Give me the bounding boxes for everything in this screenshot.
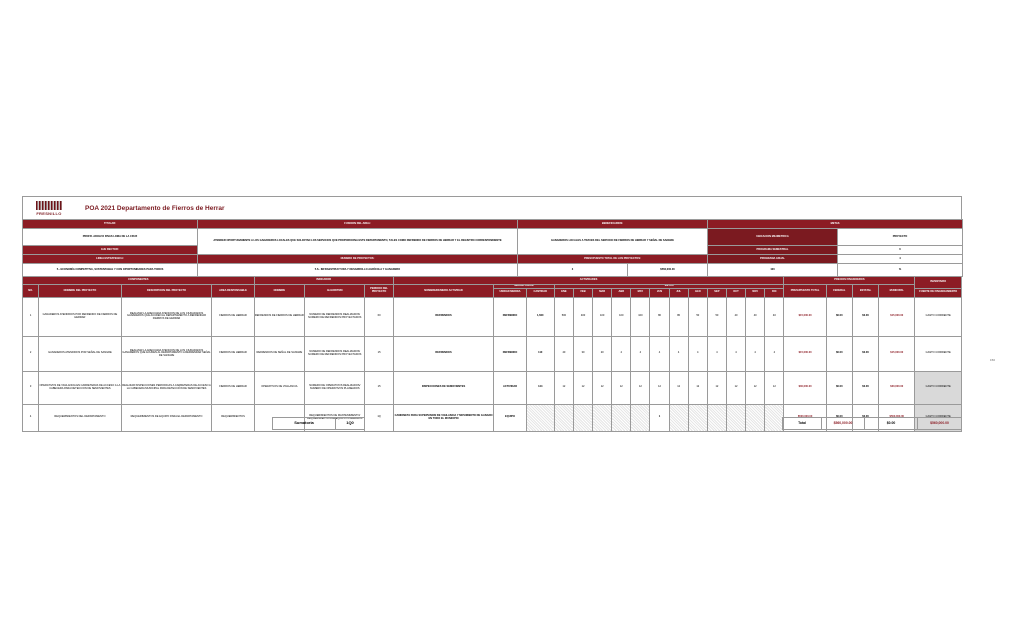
- cell-no: 4: [23, 404, 39, 431]
- group-precios-financieros: PRECIOS FINANCIEROS: [784, 277, 915, 285]
- header-table: [22, 219, 963, 264]
- cell-area: FIERROS DE HERRAR: [212, 297, 254, 336]
- value-ubicacion: PROYECTO: [838, 229, 963, 246]
- cell-mes: 12: [765, 371, 784, 404]
- col-mes-abr: ABR: [612, 288, 631, 297]
- cell-mes: [631, 404, 650, 431]
- col-nombre-proyecto: NOMBRE DEL PROYECTO: [39, 285, 122, 298]
- label-beneficiarios: BENEFICIARIOS:: [518, 220, 708, 229]
- cell-federal: $0.00: [826, 336, 852, 371]
- cell-mes: 12: [726, 371, 745, 404]
- cell-mes: [746, 404, 765, 431]
- cell-mes: 4: [707, 336, 726, 371]
- cell-periodo: 1Q: [365, 404, 393, 431]
- projects-table: [22, 276, 962, 432]
- cell-estatal: $0.00: [852, 336, 878, 371]
- poa-sheet: [22, 196, 996, 432]
- cell-mes: [707, 404, 726, 431]
- cell-fuente: GASTO CORRIENTE: [915, 336, 962, 371]
- cell-cantidad: 1,600: [526, 297, 554, 336]
- cell-mes: 12: [554, 371, 573, 404]
- table-row: [23, 336, 962, 371]
- cell-fuente: GASTO CORRIENTE: [915, 297, 962, 336]
- cell-area: FIERROS DE HERRAR: [212, 336, 254, 371]
- cell-presupuesto: $30,000.00: [784, 371, 826, 404]
- col-mes-may: MAY: [631, 288, 650, 297]
- cell-mes: 20: [593, 336, 612, 371]
- cell-mes: [573, 404, 592, 431]
- cell-descripcion: REALIZAR INSPECCIONES PERIODICAS A CARRETERAS DE ACCESO A LA CABECERA MUNICIPAL PARA DETECCIÓN DE SEMOVIENTES: [121, 371, 212, 404]
- cell-mes: 40: [726, 297, 745, 336]
- value-presupuesto-total: $560,000.00: [628, 264, 708, 277]
- col-presupuesto-total: PRESUPUESTO TOTAL: [784, 285, 826, 298]
- total-federal: $0.00: [865, 418, 918, 430]
- col-mes-jul: JUL: [669, 288, 688, 297]
- value-numero-proyectos: 3: [518, 264, 628, 277]
- total-presupuesto: $560,000.00: [822, 418, 865, 430]
- total-label: Total: [783, 418, 822, 430]
- crest-icon: [36, 201, 62, 210]
- value-linea-estrategica: 5.6.- INFRAESTRUCTURA Y DESARROLLO AGRÍCOLA Y GANADERO: [198, 264, 518, 277]
- total-municipal: $560,000.00: [918, 418, 962, 430]
- group-componentes: COMPONENTES: [23, 277, 255, 285]
- cell-municipal: $15,000.00: [879, 297, 915, 336]
- side-code: 150: [990, 358, 996, 362]
- cell-fuente: GASTO CORRIENTE: [915, 371, 962, 404]
- cell-mes: 40: [746, 297, 765, 336]
- cell-mes: [554, 404, 573, 431]
- col-federal: FEDERAL: [826, 285, 852, 298]
- cell-nombre-proyecto: GANADEROS ATENDIDOS POR REFRENDO DE FIERROS DE HERRAR: [39, 297, 122, 336]
- cell-mes: 12: [612, 371, 631, 404]
- cell-mes: 100: [612, 297, 631, 336]
- value-eje-rector: 5.- ECONOMÍA COMPETITIVA, SUSTENTABLE Y CON OPORTUNIDADES PARA TODOS: [23, 264, 198, 277]
- cell-nombre: OPERATIVOS DE VIGILANCIA: [254, 371, 304, 404]
- cell-mes: 4: [631, 336, 650, 371]
- cell-no: 1: [23, 297, 39, 336]
- value-titular: PROFR. ADOLFO RIVAS LOMA DE LA CRUZ: [23, 229, 198, 246]
- cell-cantidad: 110: [526, 336, 554, 371]
- cell-mes: 12: [631, 371, 650, 404]
- cell-mes: [593, 404, 612, 431]
- cell-periodo: 60: [365, 297, 393, 336]
- cell-descripcion: REALIZAR LA ADECUADA ATENCION DE LOS CIUDADANOS GANADEROS QUE ACUDEN AL DEPARTAMENTO A REFRENDAR SEÑAL DE SANGRE: [121, 336, 212, 371]
- cell-mes: 40: [554, 336, 573, 371]
- value-programa-anual: 4: [838, 255, 963, 264]
- label-programa-anual: PROGRAMA ANUAL: [708, 255, 838, 264]
- cell-municipal: $500,000.00: [879, 404, 915, 431]
- cell-mes: 4: [746, 336, 765, 371]
- cell-mes: 400: [573, 297, 592, 336]
- cell-mes: 50: [707, 297, 726, 336]
- cell-mes: [612, 404, 631, 431]
- cell-mes: 12: [669, 371, 688, 404]
- cell-actividad: INSPECCIONES DE SEMOVIENTES: [393, 371, 494, 404]
- value-beneficiarios: GANADEROS LOCALES A TRAVES DEL SERVICIO DE FIERROS DE HERRAR Y SEÑAL DE SANGRE: [518, 229, 708, 255]
- col-periodo: PERIODO DEL PROYECTO: [365, 285, 393, 298]
- value-funcion: ATENDER OPORTUNAMENTE A LOS GANADEROS LOCALES QUE SOLICITAN LOS SERVICIOS QUE PROPORCIONA ESTE DEPARTAMENTO, TALES COMO REFRENDO DE FIERROS DE HERRAR Y EL REGISTRO CORRESPONDIENTE: [198, 229, 518, 255]
- col-no: NO.: [23, 285, 39, 298]
- label-numero-proyectos: NUMERO DE PROYECTOS:: [198, 255, 518, 264]
- cell-periodo: 15: [365, 336, 393, 371]
- document-title-bar: [22, 196, 962, 219]
- group-actividades: ACTIVIDADES: [393, 277, 784, 285]
- header-table-2: [22, 263, 963, 277]
- col-mes-ago: AGO: [688, 288, 707, 297]
- group-indicador: INDICADOR: [254, 277, 393, 285]
- value-pct: %: [838, 264, 963, 277]
- cell-no: 2: [23, 336, 39, 371]
- cell-estatal: $0.00: [852, 297, 878, 336]
- cell-presupuesto: $500,000.00: [784, 404, 826, 431]
- cell-unidad: REFRENDO: [494, 297, 526, 336]
- cell-mes: 50: [688, 297, 707, 336]
- cell-mes: [688, 404, 707, 431]
- cell-algoritmo: REQUERIMIENTOS DE MANTENIMIENTO/ REQUERIMIENTOS DE EQUIPO PLANEADOS: [305, 404, 365, 431]
- cell-nombre-proyecto: OPERATIVOS DE VIGILANCIA EN CARRETERAS DE ACCESO A LA CABECERA PARA DETECCION DE SEMOVIENTES: [39, 371, 122, 404]
- cell-mes: 12: [573, 371, 592, 404]
- cell-area: FIERROS DE HERRAR: [212, 371, 254, 404]
- col-municipal: MUNICIPAL: [879, 285, 915, 298]
- cell-actividad: REFRENDOS: [393, 297, 494, 336]
- table-row: [23, 297, 962, 336]
- cell-cantidad: 144: [526, 371, 554, 404]
- cell-mes: 500: [554, 297, 573, 336]
- cell-presupuesto: $15,000.00: [784, 297, 826, 336]
- cell-federal: $0.00: [826, 404, 852, 431]
- cell-federal: $0.00: [826, 371, 852, 404]
- cell-fuente: GASTO CORRIENTE: [915, 404, 962, 431]
- municipal-logo: [23, 201, 75, 216]
- col-algoritmo: ALGORITMO: [305, 285, 365, 298]
- label-eje-rector: EJE RECTOR:: [23, 246, 198, 255]
- cell-unidad: ACTIVIDAD: [494, 371, 526, 404]
- col-mes-sep: SEP: [707, 288, 726, 297]
- cell-periodo: 15: [365, 371, 393, 404]
- col-descripcion: DESCRIPCION DEL PROYECTO: [121, 285, 212, 298]
- cell-unidad: REFRENDO: [494, 336, 526, 371]
- cell-nombre: REFRENDOS DE SEÑAL DE SANGRE: [254, 336, 304, 371]
- cell-mes: 1: [650, 404, 669, 431]
- col-nombre: NOMBRE: [254, 285, 304, 298]
- label-funcion: FUNCION DEL AREA:: [198, 220, 518, 229]
- cell-mes: 12: [593, 371, 612, 404]
- value-avance: 100: [708, 264, 838, 277]
- cell-descripcion: REQUERIMIENTOS DE EQUIPO PARA EL DEPARTAMENTO: [121, 404, 212, 431]
- col-mes-ene: ENE: [554, 288, 573, 297]
- cell-mes: 80: [669, 297, 688, 336]
- cell-mes: 100: [593, 297, 612, 336]
- sumatoria-label: Sumatoria: [273, 418, 336, 430]
- col-mes-oct: OCT: [726, 288, 745, 297]
- label-programa-semestral: PROGRAMA SEMESTRAL: [708, 246, 838, 255]
- cell-mes: 4: [688, 336, 707, 371]
- cell-mes: [669, 404, 688, 431]
- cell-mes: 12: [746, 371, 765, 404]
- label-metas: METAS: [708, 220, 963, 229]
- sumatoria-bar: [272, 417, 365, 430]
- cell-algoritmo: NUMERO DE OPERATIVOS REALIZADOS/ NUMERO DE OPERATIVOS PLANEADOS: [305, 371, 365, 404]
- label-linea-estrategica: LINEA ESTRATEGICA:: [23, 255, 198, 264]
- subgroup-meses: METAS: [554, 285, 784, 289]
- cell-estatal: $0.00: [852, 371, 878, 404]
- cell-mes: 4: [765, 336, 784, 371]
- cell-nombre: REFRENDOS DE FIERROS DE HERRAR: [254, 297, 304, 336]
- col-mes-feb: FEB: [573, 288, 592, 297]
- col-mes-mar: MAR: [593, 288, 612, 297]
- col-area-responsable: AREA RESPONSABLE: [212, 285, 254, 298]
- subgroup-meta-anual: MEDIDA ANUAL: [494, 285, 554, 289]
- cell-mes: 100: [631, 297, 650, 336]
- cell-presupuesto: $15,000.00: [784, 336, 826, 371]
- col-mes-nov: NOV: [746, 288, 765, 297]
- cell-actividad: REFRENDOS: [393, 336, 494, 371]
- cell-algoritmo: NUMERO DE REFRENDOS REALIZADOS/ NUMERO DE REFRENDOS PROYECTADOS: [305, 336, 365, 371]
- cell-mes: 12: [707, 371, 726, 404]
- col-estatal: ESTATAL: [852, 285, 878, 298]
- cell-municipal: $15,000.00: [879, 336, 915, 371]
- value-programa-semestral: 0: [838, 246, 963, 255]
- cell-actividad: CAMIONETA PARA SUPERVISION DE VIGILANCIA Y MOVIMIENTO DE GANADO EN TODO EL MUNICIPIO: [393, 404, 494, 431]
- cell-no: 3: [23, 371, 39, 404]
- cell-mes: 4: [669, 336, 688, 371]
- label-titular: TITULAR:: [23, 220, 198, 229]
- cell-unidad: EQUIPO: [494, 404, 526, 431]
- cell-algoritmo: NUMERO DE REFRENDOS REALIZADOS/ NUMERO DE REFRENDOS PROYECTADOS: [305, 297, 365, 336]
- cell-federal: $0.00: [826, 297, 852, 336]
- cell-nombre-proyecto: REQUERIMIENTOS DEL DEPARTAMENTO: [39, 404, 122, 431]
- cell-cantidad: [526, 404, 554, 431]
- cell-estatal: $0.00: [852, 404, 878, 431]
- col-mes-jun: JUN: [650, 288, 669, 297]
- col-cantidad: CANTIDAD: [526, 288, 554, 297]
- col-fuente: FUENTE DE FINANCIAMIENTO: [915, 288, 962, 297]
- cell-nombre-proyecto: GANADEROS ATENDIDOS POR SEÑAL DE SANGRE: [39, 336, 122, 371]
- col-unidad-medida: UNIDAD MEDIDA: [494, 288, 526, 297]
- label-ubicacion: UBICACION MILIMETRICA: [708, 229, 838, 246]
- cell-mes: 80: [650, 297, 669, 336]
- label-presupuesto-total: PRESUPUESTO TOTAL DE LOS PROYECTOS:: [518, 255, 708, 264]
- cell-mes: 12: [650, 371, 669, 404]
- page-title: POA 2021 Departamento de Fierros de Herrar: [85, 204, 225, 212]
- cell-mes: 30: [573, 336, 592, 371]
- cell-mes: 4: [650, 336, 669, 371]
- cell-mes: 4: [612, 336, 631, 371]
- cell-mes: 40: [765, 297, 784, 336]
- logo-label: FRESNILLO: [36, 210, 62, 216]
- cell-descripcion: REALIZAR LA ADECUADA ATENCION DE LOS CIUDADANOS GANADEROS QUE ACUDEN AL DEPARTAMENTO A REFRENDAR FIERROS DE HERRAR: [121, 297, 212, 336]
- cell-municipal: $30,000.00: [879, 371, 915, 404]
- cell-mes: 12: [688, 371, 707, 404]
- total-bar: [782, 417, 962, 430]
- cell-area: REQUERIMIENTOS: [212, 404, 254, 431]
- cell-mes: 4: [726, 336, 745, 371]
- group-inventario: INVENTARIO: [915, 277, 962, 289]
- col-nombre-actividad: NOMBRE/NUMERO ACTIVIDAD: [393, 285, 494, 298]
- sumatoria-value: 1Q0: [336, 418, 365, 430]
- table-row: [23, 371, 962, 404]
- col-mes-dic: DIC: [765, 288, 784, 297]
- cell-mes: [726, 404, 745, 431]
